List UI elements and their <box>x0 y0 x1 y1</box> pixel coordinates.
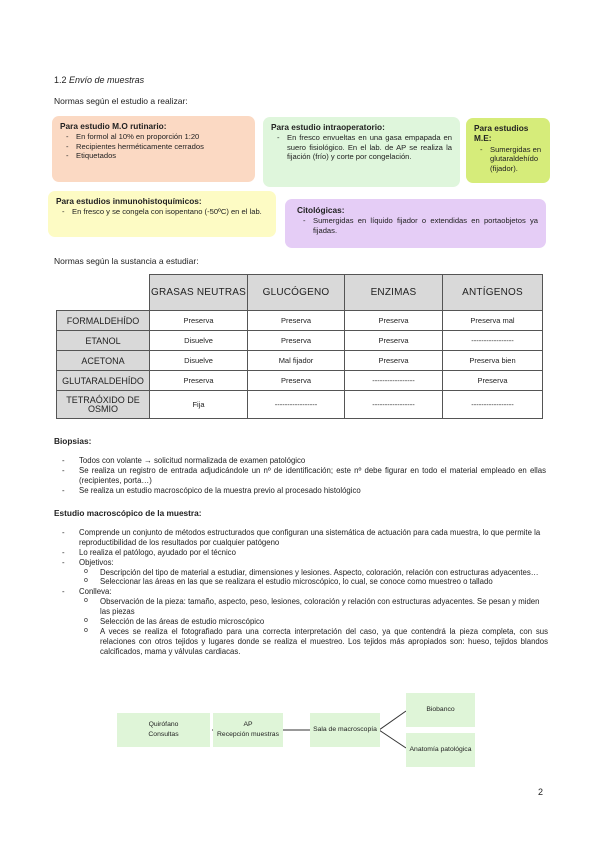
table-column-header: ENZIMAS <box>345 275 443 311</box>
table-corner <box>57 275 150 311</box>
flow-node-ap <box>213 713 283 747</box>
list-item: - En fresco y se congela con isopentano (-50ºC) en el lab. <box>56 207 268 216</box>
node-label: Sala de macroscopía <box>313 726 377 734</box>
box-inmunohistoquimicos <box>48 191 276 237</box>
box-intraoperatorio <box>263 117 460 187</box>
table-row-header: ACETONA <box>57 351 150 371</box>
table-cell: Preserva bien <box>443 351 543 371</box>
page-number: 2 <box>538 787 544 797</box>
bullet-dash: - <box>62 557 65 567</box>
bullet-dash: - <box>62 547 65 557</box>
list-item-text: Seleccionar las áreas en las que se realizara el estudio microscópico, lo cual, se conoce como muestreo o tallado <box>100 577 493 587</box>
node-label: Biobanco <box>426 706 455 714</box>
table-row-header: TETRAÓXIDO DE OSMIO <box>57 391 150 419</box>
table-cell: Preserva <box>150 311 248 331</box>
table-cell: Disuelve <box>150 331 248 351</box>
macro-title: Estudio macroscópico de la muestra: <box>54 508 202 518</box>
flow-node-anatomia-patologica <box>406 733 475 767</box>
list-item: - En fresco envueltas en una gasa empapada en suero fisiológico. En el lab. de AP se realiza la fijación (frío) y corte por congelación. <box>271 133 452 161</box>
bullet-circle: o <box>84 567 88 575</box>
table-cell: Preserva <box>150 371 248 391</box>
table-column-header: ANTÍGENOS <box>443 275 543 311</box>
list-item: - Etiquetados <box>60 151 247 160</box>
list-item-text: A veces se realiza el fotografiado para una correcta interpretación del caso, ya que contendrá la pieza completa, con sus relaciones con otros tejidos y lugares donde se realiza el muestreo. Los tejidos más apropiados son: hueso, tejidos blandos calcificados, mama y válvulas cardiacas. <box>100 626 548 656</box>
sub-list-item <box>62 568 548 578</box>
list-item: - Sumergidas en líquido fijador o extendidas en portaobjetos ya fijadas. <box>297 216 538 235</box>
connector-3-4 <box>379 711 406 730</box>
bullet-dash: - <box>62 456 65 465</box>
list-item-text: Observación de la pieza: tamaño, aspecto, peso, lesiones, coloración y relación con estructuras adyacentes. Se pesan y miden las piezas <box>100 597 540 617</box>
table-cell: ----------------- <box>443 391 543 419</box>
list-item <box>62 587 548 597</box>
box-mo-rutinario <box>52 116 255 182</box>
bullet-circle: o <box>84 617 88 625</box>
list-item-text: Se realiza un registro de entrada adjudicándole un nº de identificación; este nº debe figurar en todo el material empleado en ellas (recipientes, porta…) <box>79 465 546 485</box>
table-row <box>57 331 543 351</box>
flow-node-sala-macroscopia <box>310 713 380 747</box>
node-label: Anatomía patológica <box>409 746 472 754</box>
list-item-text: Todos con volante → solicitud normalizada de examen patológico <box>79 456 306 465</box>
table-cell: ----------------- <box>345 371 443 391</box>
flow-node-biobanco <box>406 693 475 727</box>
table-cell: Preserva <box>248 311 345 331</box>
table-cell: Mal fijador <box>248 351 345 371</box>
node-label: Quirófano <box>148 721 179 729</box>
list-item-text: Lo realiza el patólogo, ayudado por el técnico <box>79 547 236 557</box>
list-item <box>62 548 548 558</box>
box-intra-title: Para estudio intraoperatorio: <box>271 122 385 132</box>
list-item-text: Objetivos: <box>79 557 114 567</box>
table-cell: Disuelve <box>150 351 248 371</box>
node-label: Recepción muestras <box>217 731 279 738</box>
table-row <box>57 351 543 371</box>
macro-list <box>62 528 548 657</box>
list-item-text: Se realiza un estudio macroscópico de la muestra previo al procesado histológico <box>79 485 361 495</box>
table-cell: Preserva <box>248 371 345 391</box>
biopsias-title: Biopsias: <box>54 436 92 446</box>
normas-estudio-label: Normas según el estudio a realizar: <box>54 96 188 106</box>
sub-list-item <box>62 597 548 617</box>
box-citologicas <box>285 199 546 248</box>
table-row <box>57 391 543 419</box>
list-item: - En formol al 10% en proporción 1:20 <box>60 132 247 141</box>
box-me-title: Para estudios M.E: <box>474 123 529 144</box>
box-cito-list <box>297 216 538 235</box>
table-row <box>57 311 543 331</box>
flow-node-quirofano <box>117 713 210 747</box>
sub-list-item <box>62 627 548 657</box>
node-label: AP <box>243 721 253 729</box>
table-cell: ----------------- <box>443 331 543 351</box>
list-item: - Recipientes herméticamente cerrados <box>60 142 247 151</box>
table-cell: ----------------- <box>345 391 443 419</box>
table-cell: Preserva <box>345 311 443 331</box>
bullet-dash: - <box>62 587 65 597</box>
box-me <box>466 118 550 183</box>
list-item <box>62 528 548 548</box>
box-mo-title: Para estudio M.O rutinario: <box>60 121 167 131</box>
list-item <box>62 466 546 486</box>
list-item <box>62 456 546 466</box>
list-item-text: Descripción del tipo de material a estudiar, dimensiones y lesiones. Aspecto, coloración, relación con estructuras adyacentes… <box>100 567 539 577</box>
table-row-header: FORMALDEHÍDO <box>57 311 150 331</box>
table-row-header: ETANOL <box>57 331 150 351</box>
bullet-circle: o <box>84 597 88 605</box>
list-item <box>62 558 548 568</box>
normas-sustancia-label: Normas según la sustancia a estudiar: <box>54 256 199 266</box>
bullet-circle: o <box>84 626 88 634</box>
table-cell: Preserva <box>345 331 443 351</box>
box-inmuno-title: Para estudios inmunohistoquímicos: <box>56 196 202 206</box>
list-item-text: Conlleva: <box>79 587 112 597</box>
table-column-header: GRASAS NEUTRAS <box>150 275 248 311</box>
list-item: - Sumergidas en glutaraldehído (fijador). <box>474 145 542 173</box>
table-header-row <box>57 275 543 311</box>
connector-3-5 <box>379 730 406 748</box>
sub-list-item <box>62 577 548 587</box>
fixation-table <box>56 274 543 419</box>
section-title: Envío de muestras <box>69 75 145 85</box>
section-heading <box>54 75 144 85</box>
table-cell: Fija <box>150 391 248 419</box>
box-inmuno-list <box>56 207 268 216</box>
sub-list-item <box>62 617 548 627</box>
bullet-dash: - <box>62 485 65 495</box>
box-intra-list <box>271 133 452 161</box>
list-item <box>62 486 546 496</box>
bullet-circle: o <box>84 577 88 585</box>
table-row <box>57 371 543 391</box>
box-me-list <box>474 145 542 173</box>
table-column-header: GLUCÓGENO <box>248 275 345 311</box>
table-cell: Preserva <box>345 351 443 371</box>
table-cell: Preserva <box>248 331 345 351</box>
section-number: 1.2 <box>54 75 67 85</box>
biopsias-list <box>62 456 546 496</box>
box-mo-list <box>60 132 247 160</box>
list-item-text: Comprende un conjunto de métodos estructurados que configuran una sistemática de actuación para cada muestra, lo que permite la reproductibilidad de los resultados por cualquier patógeno <box>79 528 541 547</box>
table-cell: ----------------- <box>248 391 345 419</box>
bullet-dash: - <box>62 528 65 537</box>
node-label: Consultas <box>148 731 179 738</box>
table-row-header: GLUTARALDEHÍDO <box>57 371 150 391</box>
list-item-text: Selección de las áreas de estudio microscópico <box>100 617 265 627</box>
bullet-dash: - <box>62 465 65 475</box>
table-cell: Preserva <box>443 371 543 391</box>
box-cito-title: Citológicas: <box>297 205 345 215</box>
table-cell: Preserva mal <box>443 311 543 331</box>
